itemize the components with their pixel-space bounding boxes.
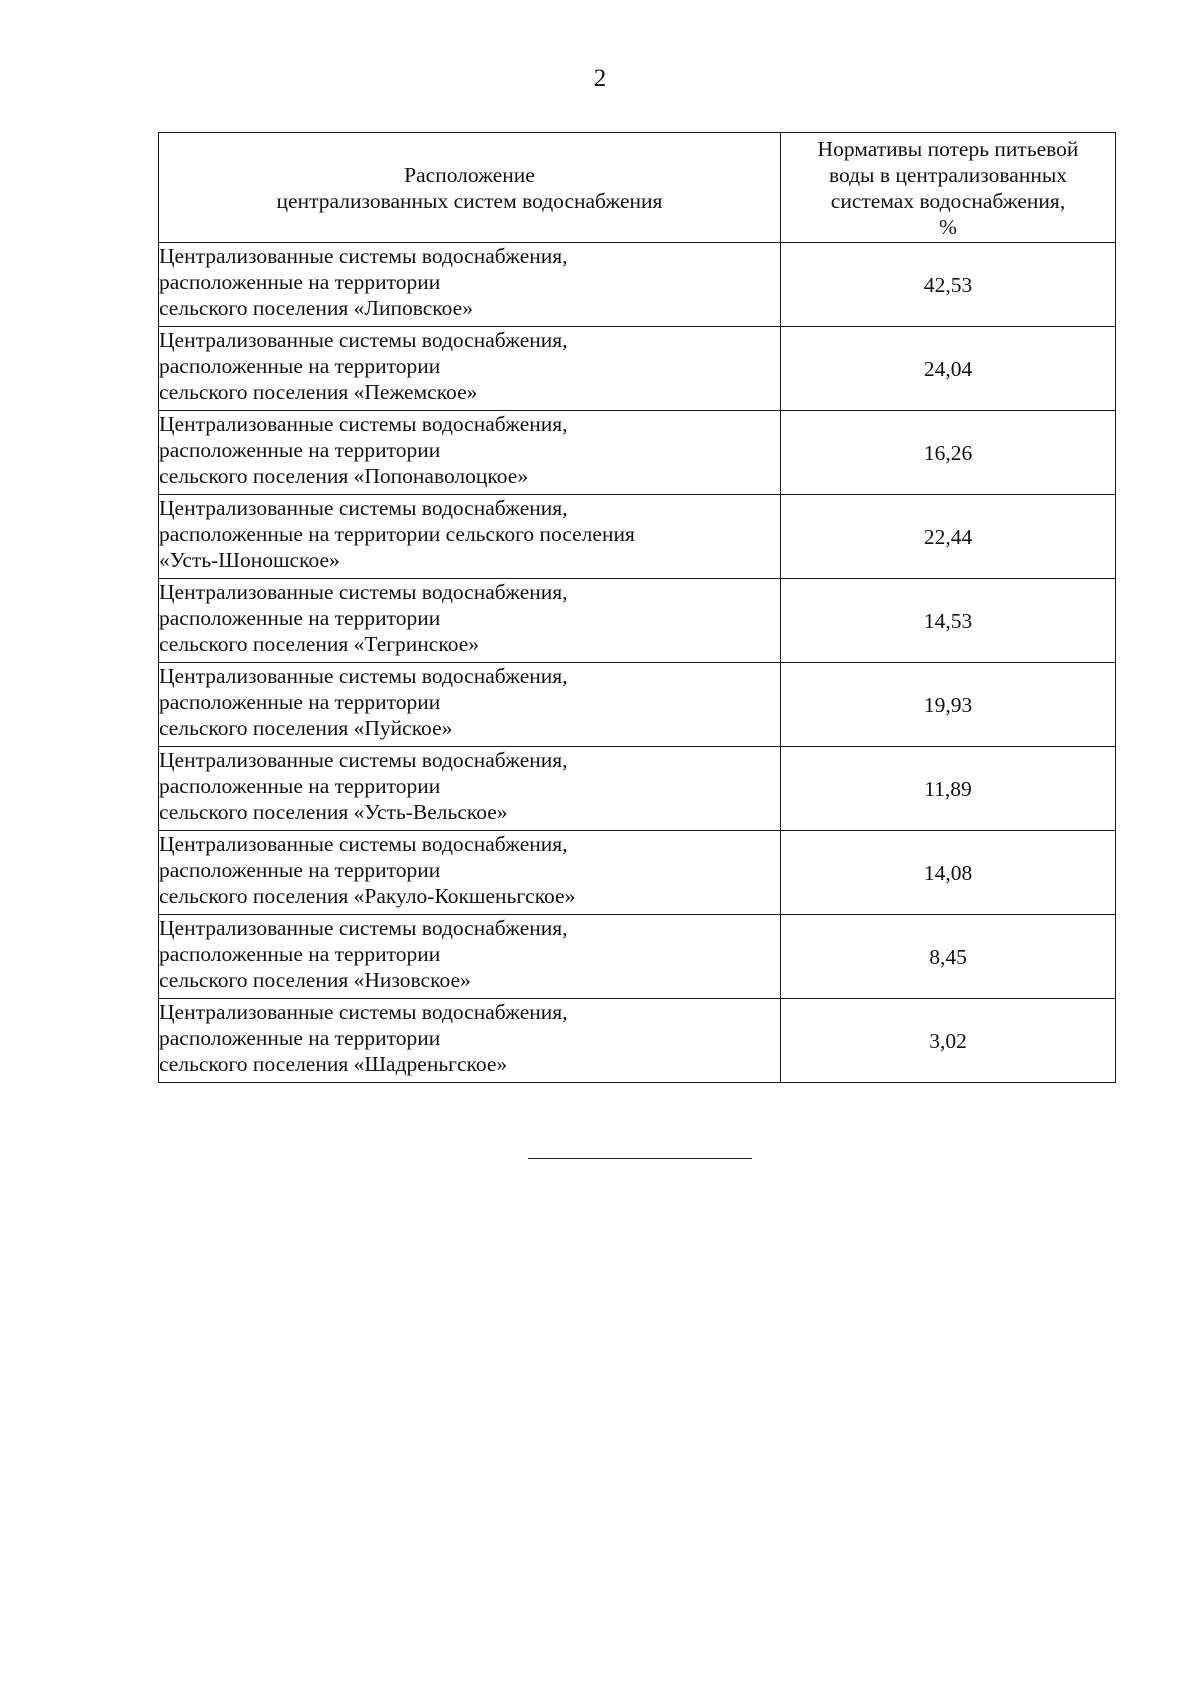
table-row — [159, 663, 1116, 747]
table-row — [159, 747, 1116, 831]
location-cell: Централизованные системы водоснабжения, расположенные на территории сельского поселения «Усть-Шоношское» — [159, 495, 781, 579]
location-cell: Централизованные системы водоснабжения, расположенные на территории сельского поселения «Шадреньгское» — [159, 999, 781, 1083]
norm-value-cell: 16,26 — [781, 411, 1116, 495]
page-number: 2 — [593, 65, 607, 92]
header-norm-line4: % — [939, 214, 957, 239]
location-cell: Централизованные системы водоснабжения, расположенные на территории сельского поселения «Низовское» — [159, 915, 781, 999]
header-norm-line1: Нормативы потерь питьевой — [817, 136, 1079, 161]
location-cell: Централизованные системы водоснабжения, расположенные на территории сельского поселения «Усть-Вельское» — [159, 747, 781, 831]
location-cell: Централизованные системы водоснабжения, расположенные на территории сельского поселения «Попонаволоцкое» — [159, 411, 781, 495]
norm-value-cell: 24,04 — [781, 327, 1116, 411]
header-norm-line3: системах водоснабжения, — [830, 188, 1066, 213]
norm-value-cell: 42,53 — [781, 243, 1116, 327]
norm-value-cell: 22,44 — [781, 495, 1116, 579]
location-cell: Централизованные системы водоснабжения, расположенные на территории сельского поселения «Пуйское» — [159, 663, 781, 747]
norm-value-cell: 11,89 — [781, 747, 1116, 831]
location-cell: Централизованные системы водоснабжения, расположенные на территории сельского поселения «Пежемское» — [159, 327, 781, 411]
location-cell: Централизованные системы водоснабжения, расположенные на территории сельского поселения «Ракуло-Кокшеньгское» — [159, 831, 781, 915]
header-norm — [781, 133, 1116, 243]
header-location — [159, 133, 781, 243]
location-cell: Централизованные системы водоснабжения, расположенные на территории сельского поселения «Тегринское» — [159, 579, 781, 663]
table-row — [159, 831, 1116, 915]
header-norm-line2: воды в централизованных — [828, 162, 1068, 187]
table-row — [159, 999, 1116, 1083]
header-location-line2: централизованных систем водоснабжения — [276, 188, 663, 213]
table-row — [159, 411, 1116, 495]
table-row — [159, 327, 1116, 411]
table-row — [159, 915, 1116, 999]
header-location-line1: Расположение — [404, 162, 535, 187]
table-row — [159, 495, 1116, 579]
location-cell: Централизованные системы водоснабжения, расположенные на территории сельского поселения «Липовское» — [159, 243, 781, 327]
water-loss-norms-table — [158, 132, 1116, 1083]
norm-value-cell: 19,93 — [781, 663, 1116, 747]
table-header-row — [159, 133, 1116, 243]
norm-value-cell: 14,53 — [781, 579, 1116, 663]
norm-value-cell: 8,45 — [781, 915, 1116, 999]
norm-value-cell: 3,02 — [781, 999, 1116, 1083]
norm-value-cell: 14,08 — [781, 831, 1116, 915]
document-end-rule — [528, 1158, 752, 1159]
table-row — [159, 579, 1116, 663]
table-row — [159, 243, 1116, 327]
